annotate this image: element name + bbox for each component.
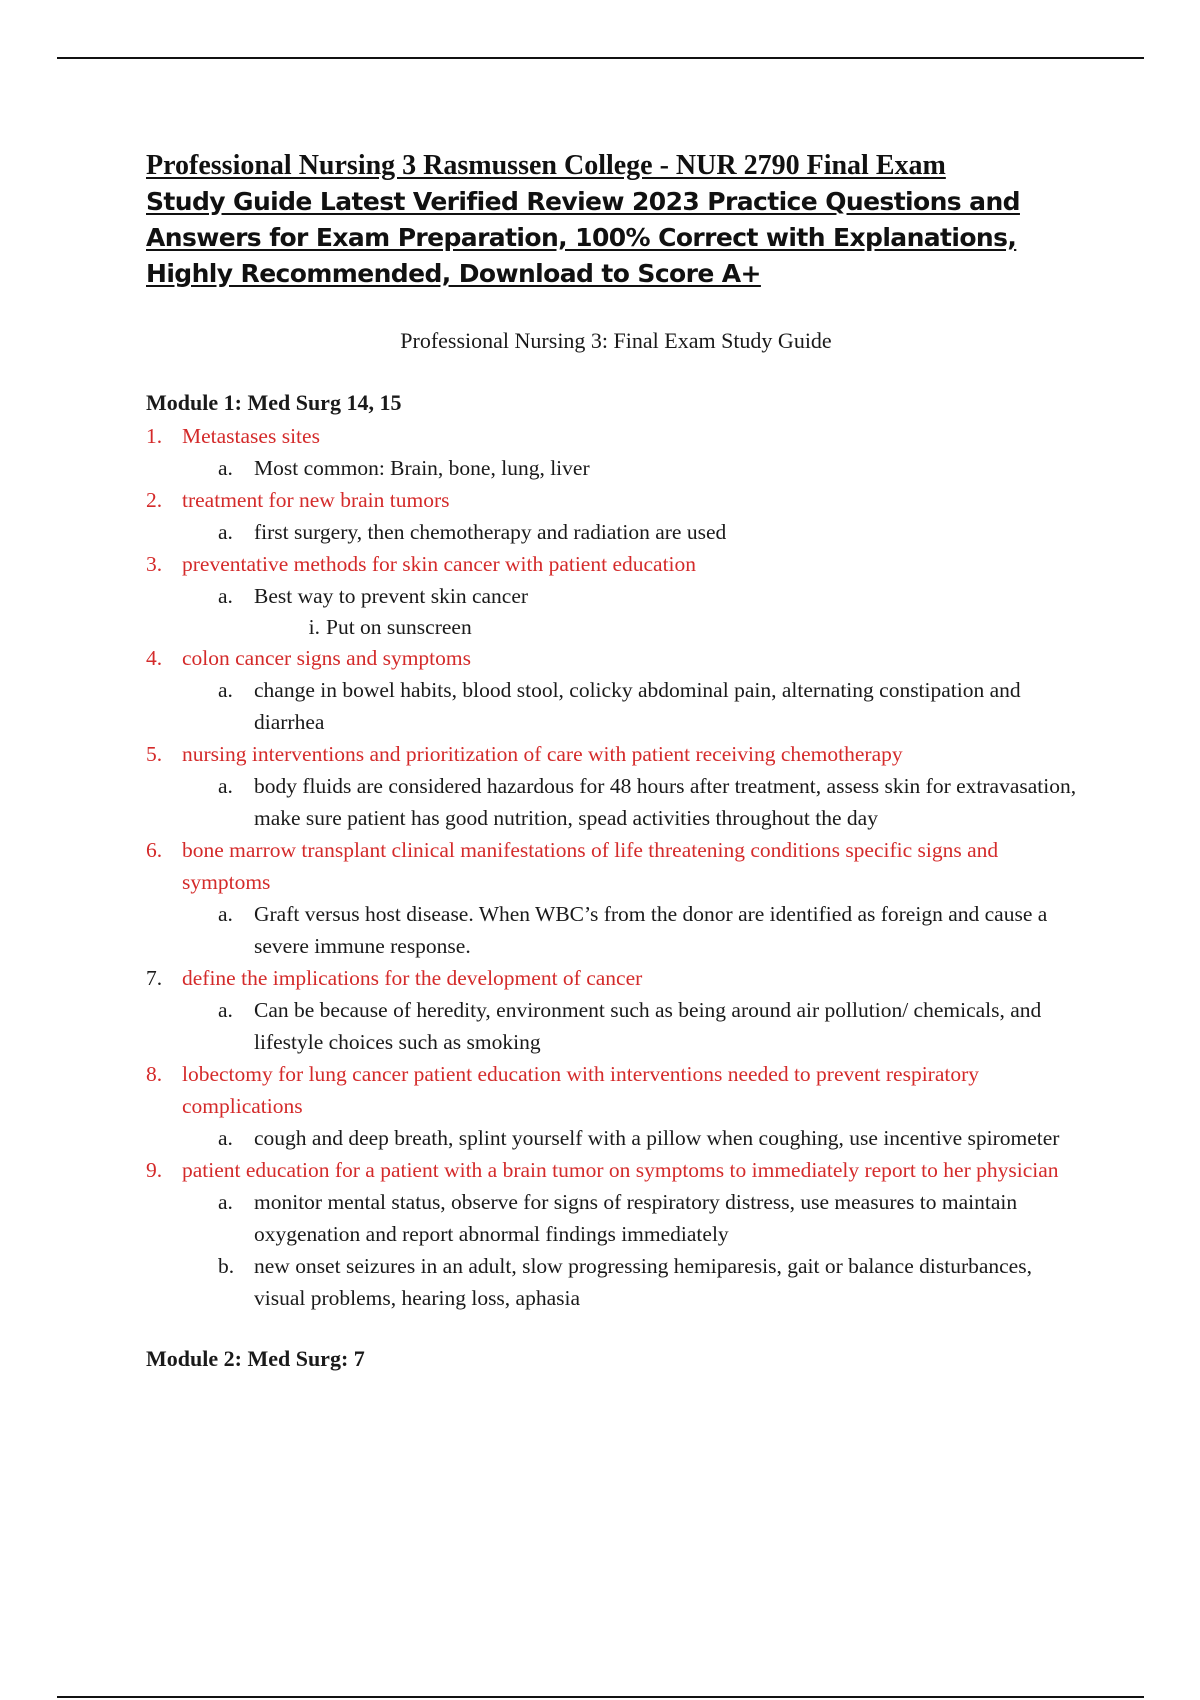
subsub-list (182, 612, 1086, 642)
subsub-item (182, 612, 1086, 642)
bottom-rule (57, 1696, 1144, 1698)
sub-marker: a. (218, 678, 233, 702)
sub-marker: a. (218, 1126, 233, 1150)
sub-item (182, 1122, 1086, 1154)
sub-item (182, 994, 1086, 1058)
sub-list (182, 1186, 1086, 1314)
sub-list (182, 994, 1086, 1058)
sub-item (182, 1186, 1086, 1250)
top-rule (57, 57, 1144, 59)
item-topic: lobectomy for lung cancer patient education with interventions needed to prevent respiratory complications (182, 1062, 980, 1118)
list-item (146, 834, 1086, 962)
sub-list (182, 898, 1086, 962)
sub-item-text: body fluids are considered hazardous for 48 hours after treatment, assess skin for extravasation, make sure patient has good nutrition, spead activities throughout the day (254, 774, 1077, 830)
sub-item (182, 1250, 1086, 1314)
sub-marker: a. (218, 774, 233, 798)
sub-list (182, 516, 1086, 548)
sub-marker: a. (218, 1190, 233, 1214)
sub-item-text: new onset seizures in an adult, slow progressing hemiparesis, gait or balance disturbances, visual problems, hearing loss, aphasia (254, 1254, 1032, 1310)
item-number: 1. (146, 424, 163, 448)
document-subtitle: Professional Nursing 3: Final Exam Study Guide (400, 328, 832, 353)
sub-item-text: Graft versus host disease. When WBC’s from the donor are identified as foreign and cause a severe immune response. (254, 902, 1048, 958)
module-1-list (146, 420, 1086, 1314)
list-item (146, 484, 1086, 548)
item-topic: preventative methods for skin cancer with patient education (182, 552, 697, 576)
item-topic: define the implications for the development of cancer (182, 966, 643, 990)
list-item (146, 738, 1086, 834)
item-number: 6. (146, 838, 163, 862)
sub-marker: b. (218, 1254, 235, 1278)
item-topic: colon cancer signs and symptoms (182, 646, 472, 670)
module-2-heading: Module 2: Med Surg: 7 (146, 1346, 365, 1371)
item-number: 3. (146, 552, 163, 576)
item-topic: bone marrow transplant clinical manifestations of life threatening conditions specific signs and symptoms (182, 838, 999, 894)
sub-item-text: cough and deep breath, splint yourself with a pillow when coughing, use incentive spirometer (254, 1126, 1060, 1150)
sub-marker: a. (218, 584, 233, 608)
sub-list (182, 452, 1086, 484)
list-item (146, 962, 1086, 1058)
sub-item (182, 580, 1086, 612)
item-topic: nursing interventions and prioritization of care with patient receiving chemotherapy (182, 742, 903, 766)
sub-item-text: Best way to prevent skin cancer (254, 584, 529, 608)
document-page (146, 148, 1086, 1374)
item-number: 4. (146, 646, 163, 670)
sub-item (182, 516, 1086, 548)
item-number: 7. (146, 966, 163, 990)
list-item (146, 548, 1086, 642)
sub-marker: a. (218, 520, 233, 544)
subsub-item-text: Put on sunscreen (326, 615, 472, 639)
document-title (146, 148, 1086, 292)
subsub-marker: i. (308, 615, 320, 639)
list-item (146, 420, 1086, 484)
sub-list (182, 1122, 1086, 1154)
sub-item (182, 770, 1086, 834)
sub-item (182, 674, 1086, 738)
title-rest: Study Guide Latest Verified Review 2023 Practice Questions and Answers for Exam Preparation, 100% Correct with Explanations, Highly Recommended, Download to Score A+ (146, 187, 1020, 288)
sub-marker: a. (218, 456, 233, 480)
sub-list (182, 674, 1086, 738)
sub-item-text: Can be because of heredity, environment such as being around air pollution/ chemicals, and lifestyle choices such as smoking (254, 998, 1042, 1054)
list-item (146, 1058, 1086, 1154)
item-number: 9. (146, 1158, 163, 1182)
sub-list (182, 770, 1086, 834)
sub-item (182, 898, 1086, 962)
sub-marker: a. (218, 998, 233, 1022)
sub-list (182, 580, 1086, 612)
item-topic: Metastases sites (182, 424, 320, 448)
item-number: 5. (146, 742, 163, 766)
item-topic: treatment for new brain tumors (182, 488, 450, 512)
item-topic: patient education for a patient with a brain tumor on symptoms to immediately report to her physician (182, 1158, 1059, 1182)
list-item (146, 642, 1086, 738)
module-1-heading: Module 1: Med Surg 14, 15 (146, 390, 402, 415)
sub-item-text: change in bowel habits, blood stool, colicky abdominal pain, alternating constipation and diarrhea (254, 678, 1021, 734)
sub-item-text: monitor mental status, observe for signs of respiratory distress, use measures to maintain oxygenation and report abnormal findings immediately (254, 1190, 1018, 1246)
list-item (146, 1154, 1086, 1314)
sub-item (182, 452, 1086, 484)
item-number: 8. (146, 1062, 163, 1086)
sub-item-text: first surgery, then chemotherapy and radiation are used (254, 520, 727, 544)
sub-marker: a. (218, 902, 233, 926)
sub-item-text: Most common: Brain, bone, lung, liver (254, 456, 590, 480)
title-line-1: Professional Nursing 3 Rasmussen College - NUR 2790 Final Exam (146, 150, 946, 181)
item-number: 2. (146, 488, 163, 512)
